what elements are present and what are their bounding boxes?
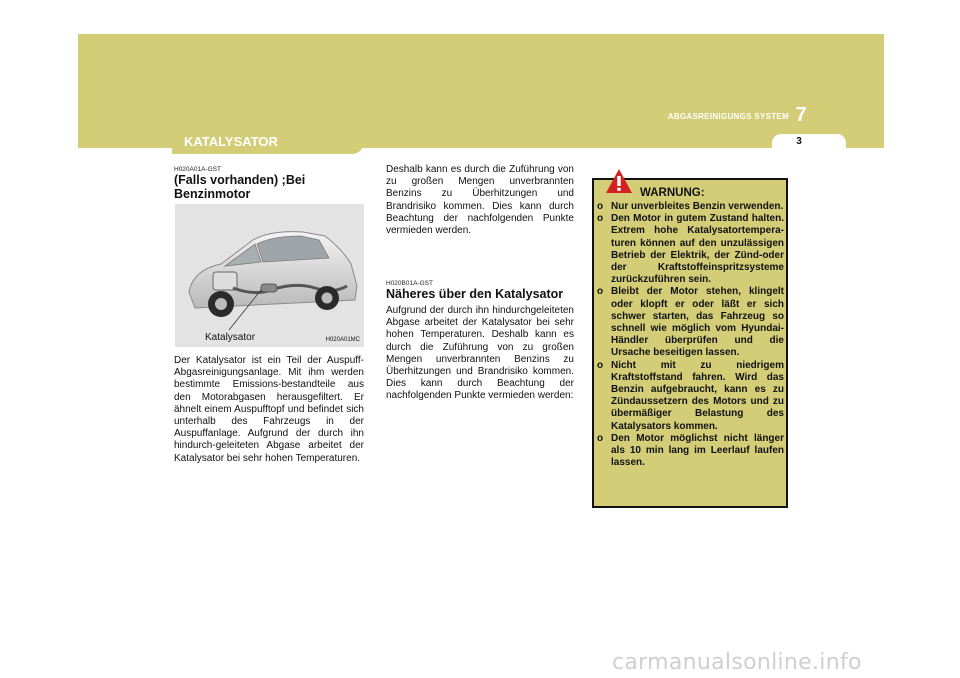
chapter-number: 7 — [795, 104, 807, 126]
details-block — [386, 280, 574, 403]
warning-item: o Den Motor möglichst nicht länger als 10 min lang im Leerlauf laufen lassen. — [597, 432, 784, 469]
page-number: 3 — [796, 136, 802, 147]
figure-code: H020A01MC — [325, 337, 360, 343]
warning-bullet: o — [597, 213, 604, 225]
intro-block — [174, 166, 364, 201]
warning-bullet: o — [597, 286, 604, 298]
details-text: Aufgrund der durch ihn hindurchgeleiteten Abgase arbeitet der Katalysator bei sehr hohen Temperaturen. Deshalb kann es durch die Zuführung von zu großen Mengen unverbrannten Benzins zu Überhitzungen und Brandrisiko kommen. Dies kann durch Beachtung der nachfolgenden Punkte vermieden werden: — [386, 305, 574, 402]
section-tab — [172, 130, 364, 154]
warning-item: o Nicht mit zu niedrigem Kraftstoffstand fahren. Wird das Benzin aufgebraucht, kann es zu Zündaussetzern des Motors und zu übermäßiger Belastung des Katalysators kommen. — [597, 359, 784, 432]
chapter-title: ABGASREINIGUNGS SYSTEM — [667, 112, 789, 121]
watermark: carmanualsonline.info — [612, 650, 862, 675]
warning-bullet: o — [597, 201, 604, 212]
warning-bullet: o — [597, 432, 604, 444]
section-title: KATALYSATOR — [184, 134, 278, 149]
figure-label: Katalysator — [205, 332, 256, 343]
intro-text: Der Katalysator ist ein Teil der Auspuff-Abgasreinigungsanlage. Mit ihm werden bestimmte Emissions-bestandteile aus den Motorabgasen herausgefiltert. Er ähnelt einem Auspufftopf und befindet sich unterhalb des Fahrzeugs in der Auspuffanlage. Aufgrund der durch ihn hindurch-geleiteten Abgase arbeitet der Katalysator bei sehr hohen Temperaturen. — [174, 355, 364, 464]
catalyst-figure — [175, 204, 364, 347]
warning-triangle-icon — [605, 168, 633, 194]
warning-item: o Den Motor in gutem Zustand halten. Extrem hohe Katalysatortempera-turen können auf den unzulässigen Betrieb der Elektrik, der Zünd-oder der Kraftstoffeinspritzsysteme zurückzuführen sein. — [597, 213, 784, 286]
intro-heading: (Falls vorhanden) ;Bei Benzinmotor — [174, 173, 306, 201]
details-code: H020B01A-GST — [386, 280, 433, 287]
warning-list — [597, 201, 784, 469]
warning-title: WARNUNG: — [640, 187, 705, 199]
car-illustration — [175, 204, 364, 347]
warning-item: o Bleibt der Motor stehen, klingelt oder klopft er oder läßt er sich schwer starten, das Fahrzeug so schnell wie möglich vom Hyundai-Händler überprüfen und die Ursache beseitigen lassen. — [597, 286, 784, 359]
details-heading: Näheres über den Katalysator — [386, 287, 564, 301]
intro-code: H020A01A-GST — [174, 166, 221, 173]
continuation-text: Deshalb kann es durch die Zuführung von zu großen Mengen unverbrannten Benzins zu Überhitzungen und Brandrisiko kommen. Dies kann durch Beachtung der nachfolgenden Punkte vermieden werden. — [386, 164, 574, 237]
warning-bullet: o — [597, 359, 604, 371]
warning-item: o Nur unverbleites Benzin verwenden. — [597, 201, 784, 212]
